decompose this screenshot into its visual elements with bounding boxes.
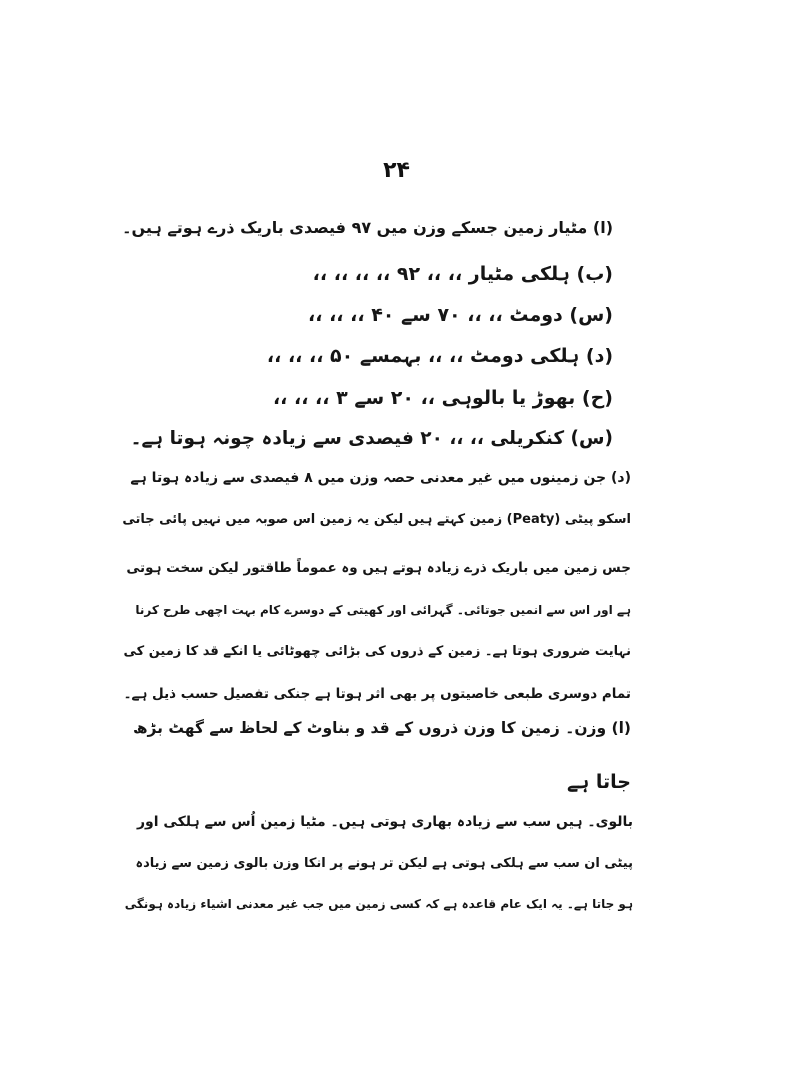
text-line-15: بالوی۔ ہیں سب سے زیادہ بھاری ہوتی ہیں۔ مٹیا زمین اُس سے ہلکی اور xyxy=(136,814,633,830)
text-line-13: (ا) وزن۔ زمین کا وزن ذروں کے قد و بناوٹ کے لحاظ سے گھٹ بڑھ xyxy=(132,719,631,737)
text-line-2: (ب) ہلکی مٹیار ،، ،، ۹۲ ،، ،، ،، ،، xyxy=(312,263,613,285)
text-line-3: (س) دومٹ ،، ،، ۷۰ سے ۴۰ ،، ،، ،، xyxy=(308,304,613,326)
page-number: ۲۴ xyxy=(383,158,410,183)
text-line-17: ہو جاتا ہے۔ یہ ایک عام قاعدہ ہے کہ کسی زمین میں جب غیر معدنی اشیاء زیادہ ہونگی xyxy=(124,897,633,911)
text-line-16: پیٹی ان سب سے ہلکی ہوتی ہے لیکن تر ہونے پر انکا وزن بالوی زمین سے زیادہ xyxy=(135,856,633,871)
text-line-11: نہایت ضروری ہوتا ہے۔ زمین کے ذروں کی بڑائی چھوٹائی یا انکے قد کا زمین کی xyxy=(123,644,631,659)
text-line-4: (د) ہلکی دومٹ ،، ،، بہمسے ۵۰ ،، ،، ،، xyxy=(266,345,613,367)
text-line-14: جاتا ہے xyxy=(567,771,631,793)
text-line-9: جس زمین میں باریک ذرے زیادہ ہوتے ہیں وہ عموماً طاقتور لیکن سخت ہوتی xyxy=(126,560,631,576)
text-line-7: (د) جن زمینوں میں غیر معدنی حصہ وزن میں ۸ فیصدی سے زیادہ ہوتا ہے xyxy=(130,470,631,486)
text-line-10: ہے اور اس سے انمیں جوتائی۔ گہرائی اور کھیتی کے دوسرے کام بہت اچھی طرح کرنا xyxy=(135,603,631,617)
text-line-12: تمام دوسری طبعی خاصیتوں پر بھی اثر ہوتا ہے جنکی تفصیل حسب ذیل ہے۔ xyxy=(123,686,631,702)
text-line-5: (ح) بھوڑ یا بالوہی ،، ۲۰ سے ۳ ،، ،، ،، xyxy=(272,387,613,409)
text-line-1: (ا) مٹیار زمین جسکے وزن میں ۹۷ فیصدی باریک ذرے ہوتے ہیں۔ xyxy=(122,218,613,237)
text-line-8: اسکو پیٹی (Peaty) زمین کہتے ہیں لیکن یہ زمین اس صوبہ میں نہیں پائی جاتی xyxy=(122,512,631,527)
text-line-6: (س) کنکریلی ،، ،، ۲۰ فیصدی سے زیادہ چونہ ہوتا ہے۔ xyxy=(130,428,613,449)
